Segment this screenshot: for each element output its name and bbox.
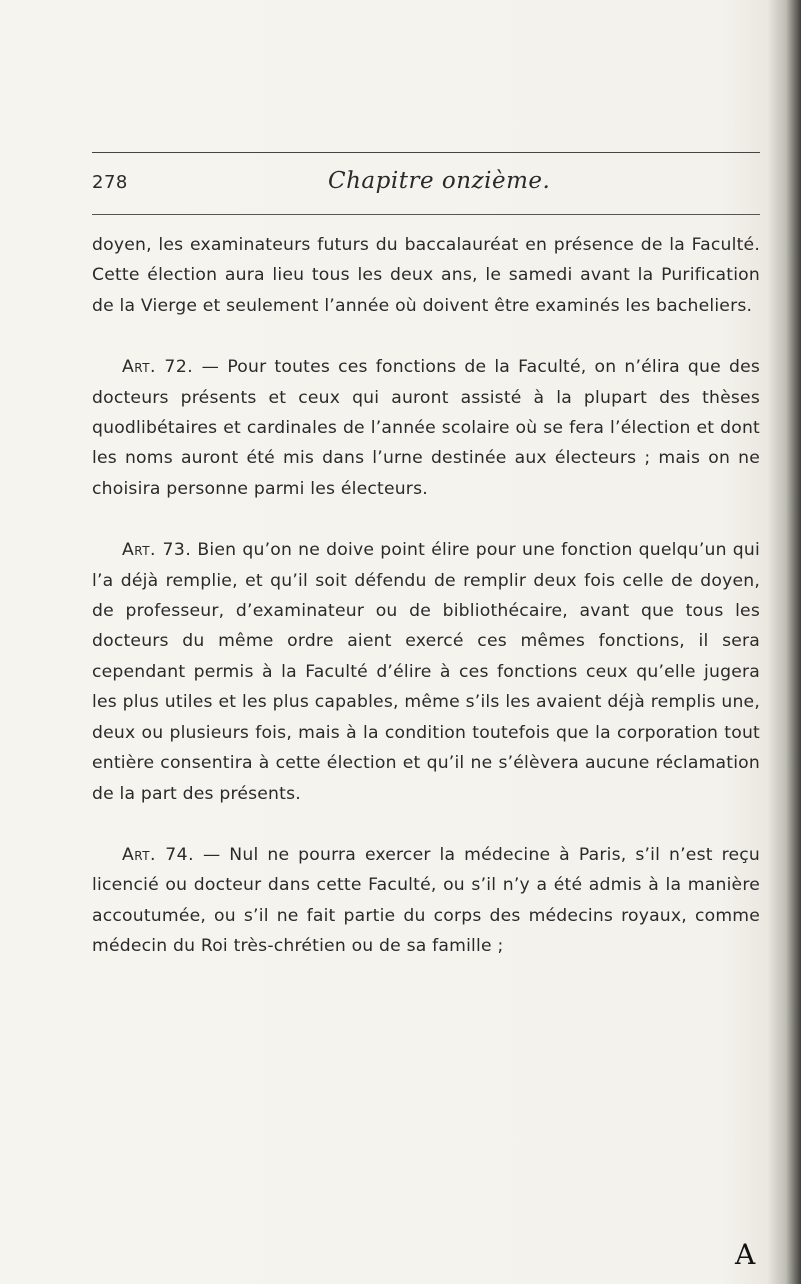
page-header	[92, 162, 760, 206]
paragraph-text: Bien qu’on ne doive point élire pour une fonction quelqu’un qui l’a déjà remplie, et qu’il soit défendu de remplir deux fois celle de doyen, de professeur, d’examinateur ou de bibliothécaire, avant que tous les docteurs du même ordre aient exercé ces mêmes fonctions, il sera cependant permis à la Faculté d’élire à ces fonctions ceux qu’elle jugera les plus utiles et les plus capables, même s’ils les avaient déjà remplis une, deux ou plusieurs fois, mais à la condition toutefois que la corporation tout entière consentira à cette élection et qu’il ne s’élèvera aucune réclamation de la part des présents.	[92, 540, 760, 804]
running-title: Chapitre onzième.	[328, 168, 551, 194]
paragraph-text: Pour toutes ces fonctions de la Faculté, on n’élira que des docteurs présents et ceux qui auront assisté à la plupart des thèses quodlibétaires et cardinales de l’année scolaire où se fera l’élection et dont les noms auront été mis dans l’urne destinée aux électeurs ; mais on ne choisira personne parmi les électeurs.	[92, 357, 760, 499]
paragraph-continuation	[92, 230, 760, 321]
paragraph-article-72	[92, 352, 760, 504]
page-number: 278	[92, 172, 128, 193]
paragraph-article-73	[92, 535, 760, 809]
page-edge-shadow	[767, 0, 801, 1284]
signature-mark: A	[735, 1238, 756, 1271]
article-number: Art. 74.	[122, 844, 195, 865]
paragraph-text: — Nul ne pourra exercer la médecine à Paris, s’il n’est reçu licencié ou docteur dans cette Faculté, ou s’il n’y a été admis à la manière accoutumée, ou s’il ne fait partie du corps des médecins royaux, comme médecin du Roi très-chrétien ou de sa famille ;	[92, 844, 760, 957]
paragraph-article-74	[92, 840, 760, 962]
body-text	[92, 230, 760, 962]
header-rule-top	[92, 152, 760, 153]
paragraph-text: doyen, les examinateurs futurs du baccalauréat en présence de la Faculté. Cette élection aura lieu tous les deux ans, le samedi avant la Purification de la Vierge et seulement l’année où doivent être examinés les bacheliers.	[92, 235, 760, 316]
header-rule-bottom	[92, 214, 760, 215]
article-number: Art. 72. —	[122, 357, 220, 378]
article-number: Art. 73.	[122, 540, 192, 561]
